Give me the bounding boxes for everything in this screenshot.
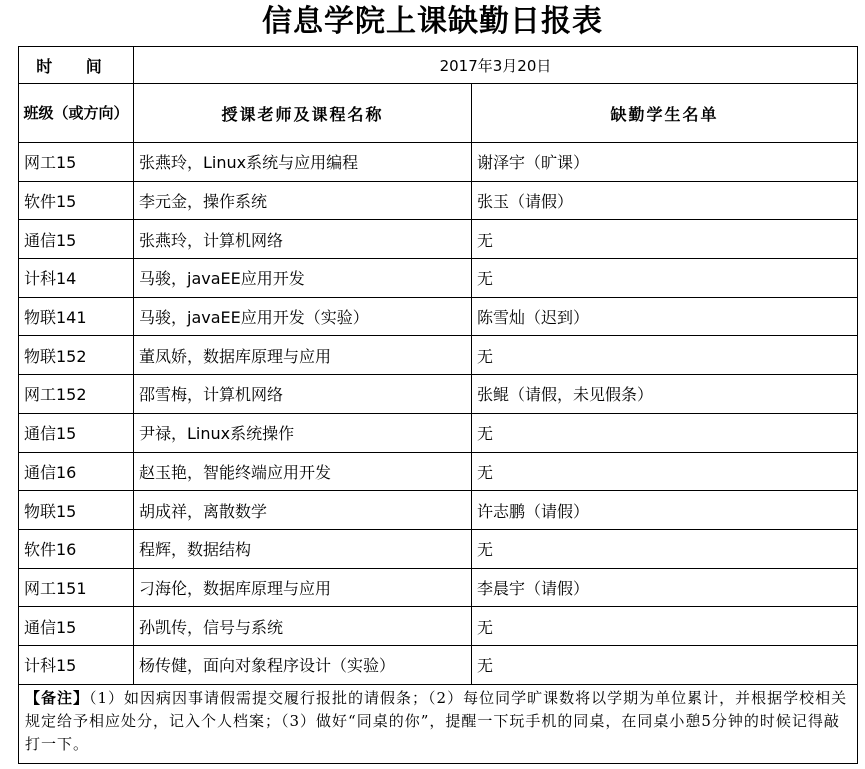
absence-table [18, 46, 858, 764]
table-row [19, 452, 858, 491]
course-cell: 邵雪梅，计算机网络 [134, 375, 472, 414]
table-row [19, 645, 858, 684]
absent-cell: 无 [472, 529, 858, 568]
course-cell: 董凤娇，数据库原理与应用 [134, 336, 472, 375]
class-cell: 通信15 [19, 220, 134, 259]
column-header-row [19, 84, 858, 143]
class-cell: 软件15 [19, 181, 134, 220]
absent-cell: 张玉（请假） [472, 181, 858, 220]
class-column-header: 班级（或方向） [19, 84, 134, 143]
table-row [19, 181, 858, 220]
course-cell: 马骏，javaEE应用开发 [134, 259, 472, 298]
class-cell: 通信15 [19, 607, 134, 646]
absent-cell: 陈雪灿（迟到） [472, 297, 858, 336]
course-cell: 赵玉艳，智能终端应用开发 [134, 452, 472, 491]
class-cell: 计科15 [19, 645, 134, 684]
absent-cell: 谢泽宇（旷课） [472, 143, 858, 182]
class-cell: 网工151 [19, 568, 134, 607]
table-row [19, 529, 858, 568]
absent-cell: 无 [472, 220, 858, 259]
class-cell: 网工15 [19, 143, 134, 182]
absent-cell: 无 [472, 413, 858, 452]
class-cell: 通信16 [19, 452, 134, 491]
course-cell: 刁海伦，数据库原理与应用 [134, 568, 472, 607]
class-cell: 通信15 [19, 413, 134, 452]
table-row [19, 336, 858, 375]
time-label: 时 间 [19, 47, 134, 84]
table-row [19, 607, 858, 646]
table-row [19, 220, 858, 259]
report-date: 2017年3月20日 [134, 47, 858, 84]
course-cell: 张燕玲，计算机网络 [134, 220, 472, 259]
class-cell: 计科14 [19, 259, 134, 298]
absent-cell: 无 [472, 452, 858, 491]
note-cell [19, 684, 858, 763]
absent-column-header: 缺勤学生名单 [472, 84, 858, 143]
table-row [19, 491, 858, 530]
note-row [19, 684, 858, 763]
table-row [19, 413, 858, 452]
class-cell: 网工152 [19, 375, 134, 414]
table-row [19, 259, 858, 298]
course-cell: 杨传健，面向对象程序设计（实验） [134, 645, 472, 684]
course-cell: 胡成祥，离散数学 [134, 491, 472, 530]
course-cell: 尹禄，Linux系统操作 [134, 413, 472, 452]
course-column-header: 授课老师及课程名称 [134, 84, 472, 143]
absent-cell: 许志鹏（请假） [472, 491, 858, 530]
class-cell: 物联15 [19, 491, 134, 530]
class-cell: 软件16 [19, 529, 134, 568]
class-cell: 物联141 [19, 297, 134, 336]
table-row [19, 568, 858, 607]
absent-cell: 无 [472, 336, 858, 375]
course-cell: 程辉，数据结构 [134, 529, 472, 568]
class-cell: 物联152 [19, 336, 134, 375]
absent-cell: 无 [472, 259, 858, 298]
note-text: （1）如因病因事请假需提交履行报批的请假条；（2）每位同学旷课数将以学期为单位累计，并根据学校相关规定给予相应处分，记入个人档案；（3）做好“同桌的你”，提醒一下玩手机的同桌，在同桌小憩5分钟的时候记得敲打一下。 [25, 688, 848, 753]
course-cell: 李元金，操作系统 [134, 181, 472, 220]
absent-cell: 张鲲（请假，未见假条） [472, 375, 858, 414]
page-title: 信息学院上课缺勤日报表 [262, 4, 603, 39]
table-row [19, 143, 858, 182]
date-row [19, 47, 858, 84]
absent-cell: 无 [472, 645, 858, 684]
table-row [19, 375, 858, 414]
course-cell: 马骏，javaEE应用开发（实验） [134, 297, 472, 336]
absent-cell: 无 [472, 607, 858, 646]
table-row [19, 297, 858, 336]
absent-cell: 李晨宇（请假） [472, 568, 858, 607]
note-label: 【备注】 [25, 688, 90, 707]
course-cell: 孙凯传，信号与系统 [134, 607, 472, 646]
course-cell: 张燕玲，Linux系统与应用编程 [134, 143, 472, 182]
